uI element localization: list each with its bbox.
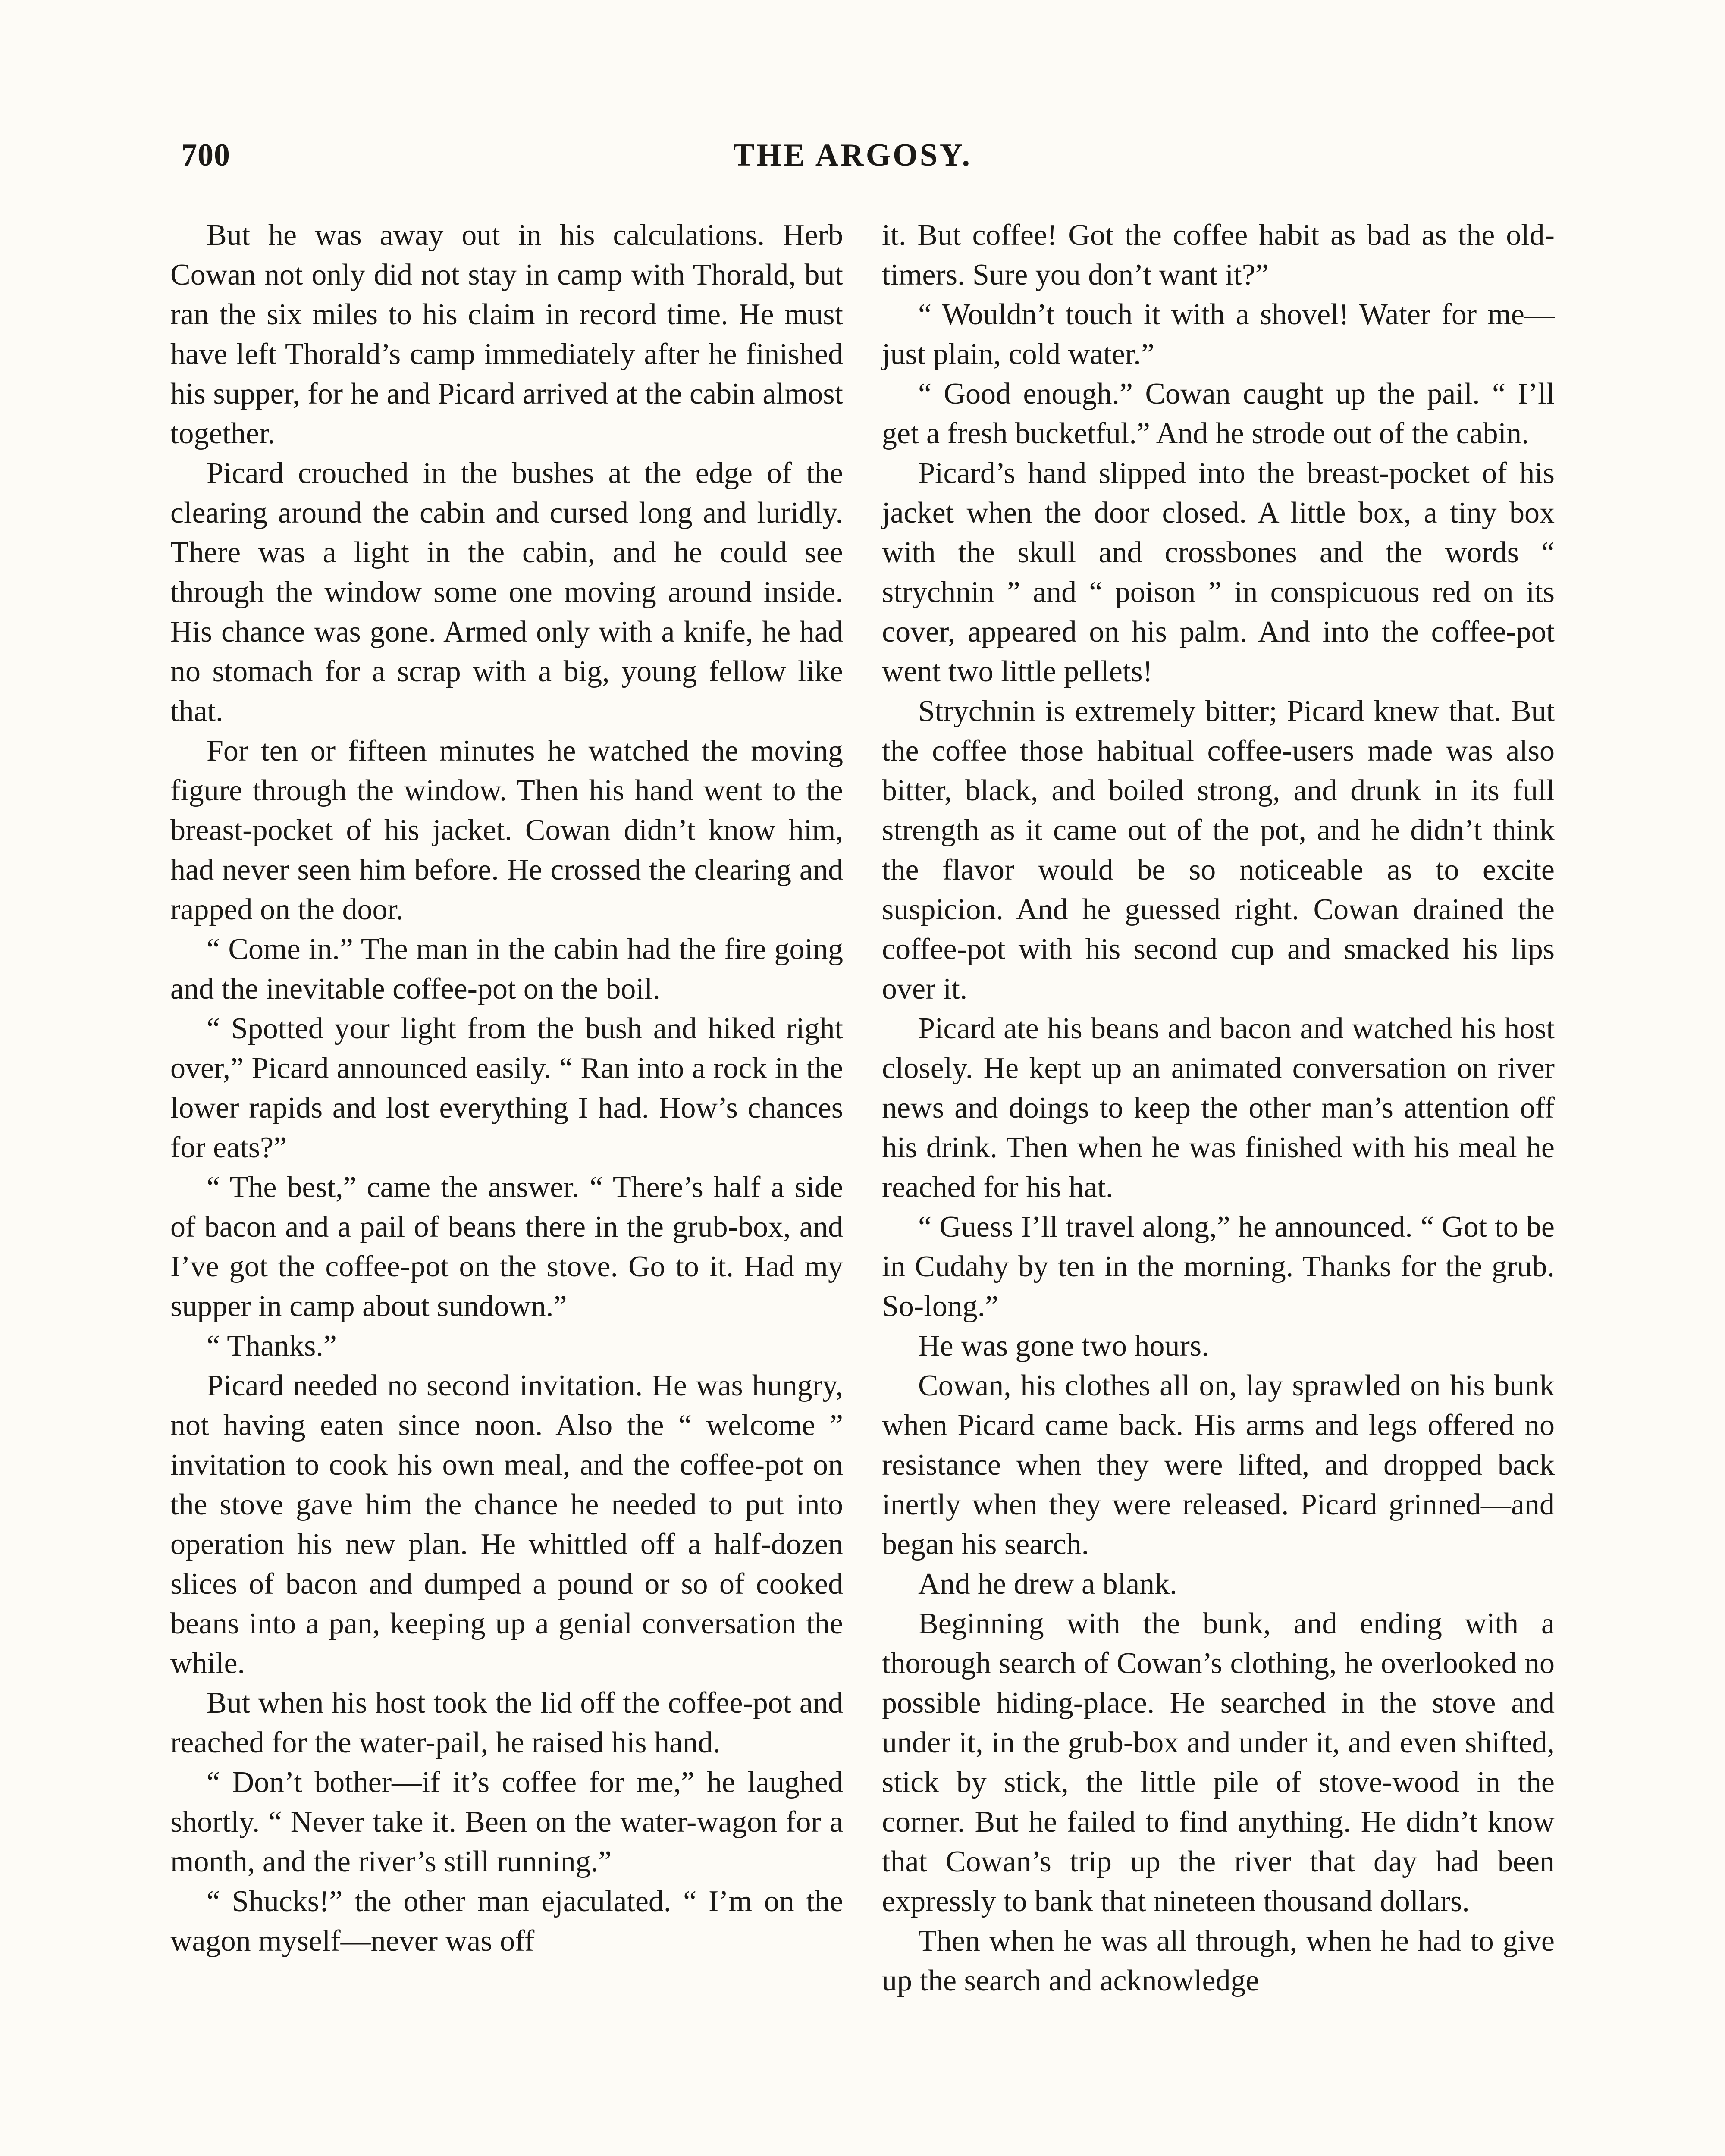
paragraph: “ Spotted your light from the bush and hiked right over,” Picard announced easily. “ Ran into a rock in the lower rapids and lost everything I had. How’s chances for eats?” bbox=[170, 1012, 843, 1164]
paragraph: “ Don’t bother—if it’s coffee for me,” he laughed shortly. “ Never take it. Been on the water-wagon for a month, and the river’s still running.” bbox=[170, 1766, 843, 1878]
paragraph: Picard needed no second invitation. He was hungry, not having eaten since noon. Also the “ welcome ” invitation to cook his own meal, and the coffee-pot on the stove gave him the chance he needed to put into operation his new plan. He whittled off a half-dozen slices of bacon and dumped a pound or so of cooked beans into a pan, keeping up a genial conversation the while. bbox=[170, 1369, 843, 1680]
paragraph: “ Shucks!” the other man ejaculated. “ I’m on the wagon myself—never was off bbox=[170, 1885, 843, 1958]
paragraph: “ The best,” came the answer. “ There’s half a side of bacon and a pail of beans there in the grub-box, and I’ve got the coffee-pot on the stove. Go to it. Had my supper in camp about sundown.” bbox=[170, 1171, 843, 1323]
paragraph: Picard ate his beans and bacon and watched his host closely. He kept up an animated conversation on river news and doings to keep the other man’s attention off his drink. Then when he was finished with his meal he reached for his hat. bbox=[882, 1012, 1555, 1204]
paragraph: Then when he was all through, when he had to give up the search and acknowledge bbox=[882, 1924, 1555, 1997]
paragraph: Strychnin is extremely bitter; Picard knew that. But the coffee those habitual coffee-users made was also bitter, black, and boiled strong, and drunk in its full strength as it came out of the pot, and he didn’t think the flavor would be so noticeable as to excite suspicion. And he guessed right. Cowan drained the coffee-pot with his second cup and smacked his lips over it. bbox=[882, 695, 1555, 1006]
running-head: THE ARGOSY. bbox=[733, 138, 972, 173]
page-number: 700 bbox=[181, 138, 230, 173]
paragraph: And he drew a blank. bbox=[918, 1567, 1177, 1601]
paragraph: Picard’s hand slipped into the breast-pocket of his jacket when the door closed. A little box, a tiny box with the skull and crossbones and the words “ strychnin ” and “ poison ” in conspicuous red on its cover, appeared on his palm. And into the coffee-pot went two little pellets! bbox=[882, 457, 1555, 688]
paragraph: “ Come in.” The man in the cabin had the fire going and the inevitable coffee-pot on the boil. bbox=[170, 933, 843, 1006]
paragraph: “ Good enough.” Cowan caught up the pail. “ I’ll get a fresh bucketful.” And he strode out of the cabin. bbox=[882, 377, 1555, 450]
paragraph: “ Thanks.” bbox=[207, 1329, 337, 1363]
paragraph: Picard crouched in the bushes at the edge of the clearing around the cabin and cursed long and luridly. There was a light in the cabin, and he could see through the window some one moving around inside. His chance was gone. Armed only with a knife, he had no stomach for a scrap with a big, young fellow like that. bbox=[170, 457, 843, 728]
paragraph: But he was away out in his calculations. Herb Cowan not only did not stay in camp with Thorald, but ran the six miles to his claim in record time. He must have left Thorald’s camp immediately after he finished his supper, for he and Picard arrived at the cabin almost together. bbox=[170, 219, 843, 450]
paragraph: For ten or fifteen minutes he watched the moving figure through the window. Then his hand went to the breast-pocket of his jacket. Cowan didn’t know him, had never seen him before. He crossed the clearing and rapped on the door. bbox=[170, 734, 843, 926]
paragraph: “ Wouldn’t touch it with a shovel! Water for me—just plain, cold water.” bbox=[882, 298, 1555, 371]
paragraph: But when his host took the lid off the coffee-pot and reached for the water-pail, he raised his hand. bbox=[170, 1686, 843, 1759]
paragraph: “ Guess I’ll travel along,” he announced. “ Got to be in Cudahy by ten in the morning. Thanks for the grub. So-long.” bbox=[882, 1210, 1555, 1323]
paragraph: He was gone two hours. bbox=[918, 1329, 1209, 1363]
paragraph-continued: it. But coffee! Got the coffee habit as bad as the old-timers. Sure you don’t want it?” bbox=[882, 219, 1555, 291]
right-column bbox=[882, 216, 1555, 2001]
paragraph: Beginning with the bunk, and ending with a thorough search of Cowan’s clothing, he overlooked no possible hiding-place. He searched in the stove and under it, in the grub-box and under it, and even shifted, stick by stick, the little pile of stove-wood in the corner. But he failed to find anything. He didn’t know that Cowan’s trip up the river that day had been expressly to bank that nineteen thousand dollars. bbox=[882, 1607, 1555, 1918]
left-column bbox=[170, 216, 843, 1961]
paragraph: Cowan, his clothes all on, lay sprawled on his bunk when Picard came back. His arms and legs offered no resistance when they were lifted, and dropped back inertly when they were released. Picard grinned—and began his search. bbox=[882, 1369, 1555, 1561]
